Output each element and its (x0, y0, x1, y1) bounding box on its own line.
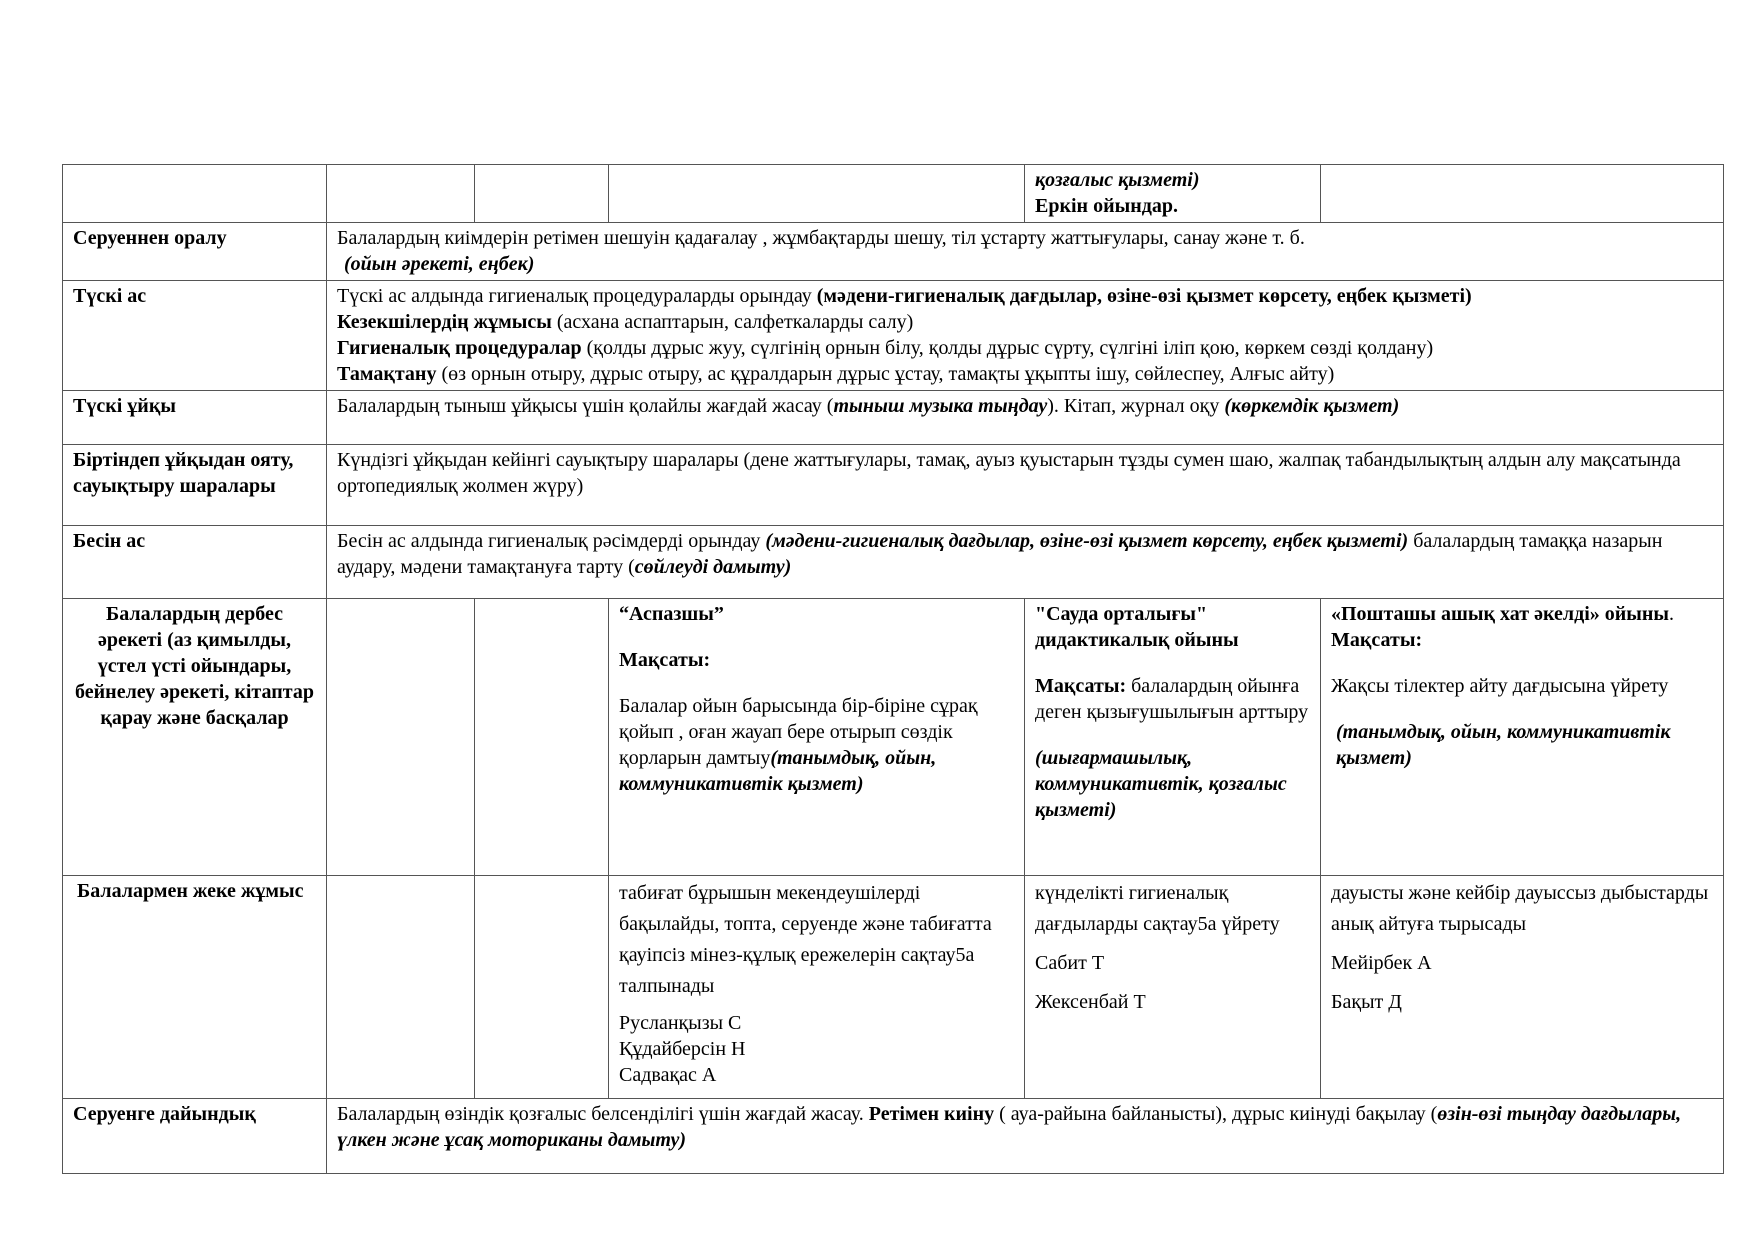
cell-text: Балалардың өзіндік қозғалыс белсенділігі үшін жағдай жасау. (337, 1103, 869, 1125)
cell-text: табиғат бұрышын мекендеушілерді бақылайды, топта, серуенде және табиғатта қауіпсіз мінез-құлық ережелерін сақтау5а талпынады (619, 882, 992, 997)
row-content (327, 526, 1724, 599)
goal-em: (танымдық, ойын, коммуникативтік қызмет) (1336, 721, 1671, 769)
cell-bold: Кезекшілердің жұмысы (337, 311, 552, 333)
cell-em: сөйлеуді дамыту) (634, 556, 792, 578)
child-name: Мейірбек А (1331, 952, 1432, 974)
cell-individual-thu (1025, 876, 1321, 1099)
cell-text: күнделікті гигиеналық дағдыларды сақтау5а үйрету (1035, 882, 1280, 935)
row-label: Серуенге дайындық (63, 1099, 327, 1174)
row-content (327, 281, 1724, 391)
cell-text: Балалардың тыныш ұйқысы үшін қолайлы жағдай жасау ( (337, 395, 834, 417)
cell-activity-thu (1025, 599, 1321, 876)
cell-note: (ойын әрекеті, еңбек) (344, 253, 535, 275)
child-name: Русланқызы С (619, 1012, 742, 1034)
table-row (63, 165, 1724, 223)
daily-plan-table (62, 164, 1724, 1174)
table-row (63, 876, 1724, 1099)
cell-text: (қолды дұрыс жуу, сүлгінің орнын білу, қолды дұрыс сүрту, сүлгіні іліп қою, көркем сөзді қолдану) (581, 337, 1434, 359)
cell-empty (475, 165, 609, 223)
title-dot: . (1669, 603, 1675, 625)
cell-bold: Ретімен киіну (868, 1103, 995, 1125)
cell-empty (327, 165, 475, 223)
child-name: Жексенбай Т (1035, 991, 1146, 1013)
cell-empty (63, 165, 327, 223)
goal-label: Мақсаты: (1331, 629, 1423, 651)
row-label: Серуеннен оралу (63, 223, 327, 281)
cell-text: Балалардың киімдерін ретімен шешуін қадағалау , жұмбақтарды шешу, тіл ұстарту жаттығулары, санау және т. б. (337, 227, 1305, 249)
cell-text: (өз орнын отыру, дұрыс отыру, ас құралдарын дұрыс ұстау, тамақты ұқыпты ішу, сөйлеспеу, Алғыс айту) (436, 363, 1335, 385)
row-content (327, 1099, 1724, 1174)
cell-em: (көркемдік қызмет) (1224, 395, 1400, 417)
cell-bold: Гигиеналық процедуралар (337, 337, 582, 359)
row-label: Балалардың дербес әрекеті (аз қимылды, үстел үсті ойындары, бейнелеу әрекеті, кітаптар қарау және басқалар (63, 599, 327, 876)
row-content (327, 445, 1724, 526)
table-row (63, 526, 1724, 599)
cell-empty (475, 876, 609, 1099)
cell-text: Бесін ас алдында гигиеналық рәсімдерді орындау (337, 530, 766, 552)
row-label: Түскі ұйқы (63, 391, 327, 445)
table-row (63, 599, 1724, 876)
table-row (63, 391, 1724, 445)
table-row (63, 281, 1724, 391)
cell-text: (асхана аспаптарын, салфеткаларды салу) (551, 311, 914, 333)
activity-title: “Аспазшы” (619, 603, 724, 625)
cell-individual-wed (609, 876, 1025, 1099)
activity-title: "Сауда орталығы" дидактикалық ойыны (1035, 603, 1239, 651)
cell-text: қозғалыс қызметі) (1035, 169, 1200, 191)
goal-text: балалардың ойынға деген қызығушылығын арттыру (1035, 675, 1309, 723)
cell-text: балалардың тамаққа назарын аудару, мәдени тамақтануға тарту ( (337, 530, 1663, 578)
goal-text: Балалар ойын барысында бір-біріне сұрақ қойып , оған жауап бере отырып сөздік қорларын дамтыу (619, 695, 978, 769)
cell-empty (327, 599, 475, 876)
cell-individual-fri (1321, 876, 1724, 1099)
table-row (63, 1099, 1724, 1174)
row-label: Түскі ас (63, 281, 327, 391)
cell-em: тыныш музыка тыңдау (833, 395, 1048, 417)
goal-label: Мақсаты: (619, 649, 711, 671)
goal-em: (танымдық, ойын, коммуникативтік қызмет) (619, 747, 937, 795)
child-name: Бақыт Д (1331, 991, 1402, 1013)
cell-activity-wed (609, 599, 1025, 876)
row-label: Біртіндеп ұйқыдан ояту, сауықтыру шаралары (63, 445, 327, 526)
cell-empty (475, 599, 609, 876)
cell-text: Түскі ас алдында гигиеналық процедураларды орындау (337, 285, 817, 307)
cell-text: ( ауа-райына байланысты), дұрыс киінуді бақылау ( (994, 1103, 1438, 1125)
child-name: Құдайберсін Н (619, 1038, 746, 1060)
activity-title: «Пошташы ашық хат әкелді» ойыны (1331, 603, 1670, 625)
table-row (63, 445, 1724, 526)
cell-empty (609, 165, 1025, 223)
goal-label: Мақсаты: (1035, 675, 1127, 697)
goal-text: Жақсы тілектер айту дағдысына үйрету (1331, 675, 1669, 697)
cell-text: ). Кітап, журнал оқу (1047, 395, 1225, 417)
cell-empty (1321, 165, 1724, 223)
cell-em: (мәдени-гигиеналық дағдылар, өзіне-өзі қызмет көрсету, еңбек қызметі) (765, 530, 1409, 552)
table-row (63, 223, 1724, 281)
goal-em: (шығармашылық, коммуникативтік, қозғалыс қызметі) (1035, 747, 1287, 821)
cell-continuation (1025, 165, 1321, 223)
row-content (327, 391, 1724, 445)
cell-em: өзін-өзі тыңдау дағдылары, үлкен және ұсақ моториканы дамыту) (337, 1103, 1682, 1151)
child-name: Сабит Т (1035, 952, 1105, 974)
cell-activity-fri (1321, 599, 1724, 876)
cell-text: Еркін ойындар. (1035, 195, 1178, 217)
cell-empty (327, 876, 475, 1099)
row-label: Бесін ас (63, 526, 327, 599)
cell-text: дауысты және кейбір дауыссыз дыбыстарды анық айтуға тырысады (1331, 882, 1709, 935)
cell-text: Күндізгі ұйқыдан кейінгі сауықтыру шаралары (дене жаттығулары, тамақ, ауыз қуыстарын тұзды сумен шаю, жалпақ табандылықтың алдын алу мақсатында ортопедиялық жолмен жүру) (337, 449, 1681, 497)
row-content (327, 223, 1724, 281)
child-name: Садвақас А (619, 1064, 717, 1086)
cell-bold: (мәдени-гигиеналық дағдылар, өзіне-өзі қызмет көрсету, еңбек қызметі) (816, 285, 1472, 307)
cell-bold: Тамақтану (337, 363, 437, 385)
row-label: Балалармен жеке жұмыс (63, 876, 327, 1099)
